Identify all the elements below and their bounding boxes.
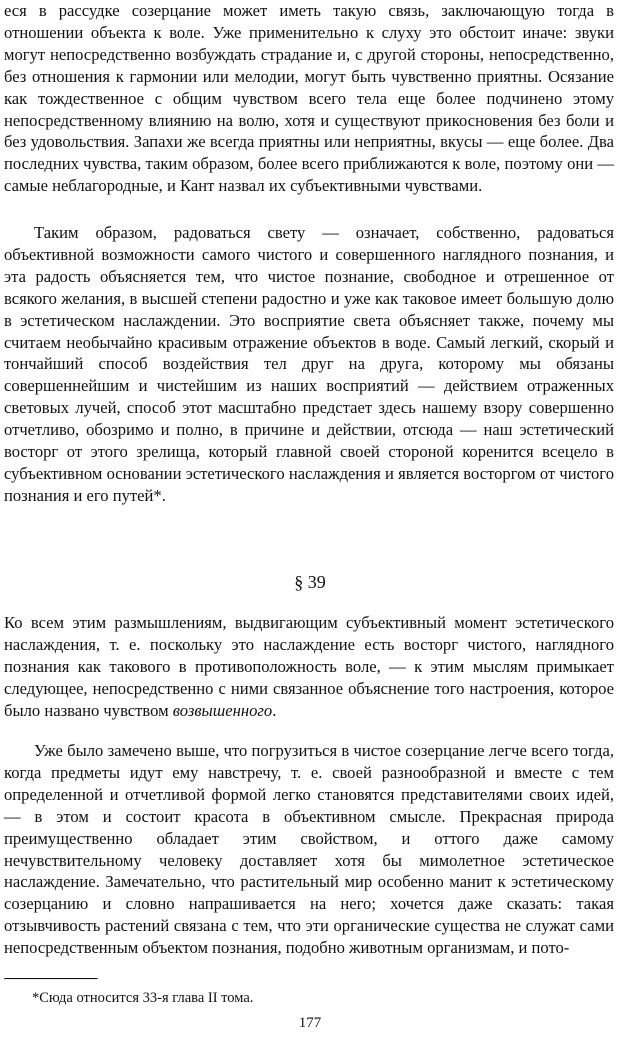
paragraph-1: еся в рассудке созерцание может иметь такую связь, заключающую тогда в отношении объекта к воле. Уже применительно к слуху это обстоит иначе: звуки могут непосредственно возбуждать страдание и, с другой стороны, непосредственно, без отношения к гармонии или мелодии, могут быть чувственно приятны. Осязание как тождественное с общим чувством всего тела еще более подчинено этому непосредственному влиянию на волю, хотя и существуют прикосновения без боли и без удовольствия. Запахи же всегда приятны или неприятны, вкусы — еще более. Два последних чувства, таким образом, более всего приближаются к воле, поэтому они — самые неблагородные, и Кант назвал их субъективными чувствами. — [4, 1, 614, 196]
page-number: 177 — [298, 1015, 322, 1031]
paragraph-3 — [4, 612, 614, 722]
section-heading: § 39 — [294, 572, 326, 592]
paragraph-2: Таким образом, радоваться свету — означает, собственно, радоваться объективной возможности самого чистого и совершенного наглядного познания, и эта радость объясняется тем, что чистое познание, свободное и отрешенное от всякого желания, в высшей степени радостно и уже как таковое имеет большую долю в эстетическом наслаждении. Это восприятие света объясняет также, почему мы считаем необычайно красивым отражение объектов в воде. Самый легкий, скорый и тончайший способ воздействия тел друг на друга, которому мы обязаны совершеннейшим и чистейшим из наших восприятий — действием отраженных световых лучей, способ этот масштабно предстает здесь нашему взору совершенно отчетливо, обозримо и полно, в причине и действии, отсюда — наш эстетический восторг от этого зрелища, который главной своей стороной коренится всецело в субъективном основании эстетического наслаждения и является восторгом от чистого познания и его путей*. — [4, 223, 614, 505]
emphasized-term: возвышенного — [172, 700, 273, 720]
footnote: *Сюда относится 33-я глава II тома. — [32, 990, 254, 1006]
paragraph-3-text: Ко всем этим размышлениям, выдвигающим субъективный момент эстетического наслаждения, т. е. поскольку это наслаждение есть восторг чистого, наглядного познания как такового в противоположность воле, — к этим мыслям примыкает следующее, непосредственно с ними связанное объяснение того настроения, которое было названо чувством — [4, 613, 614, 720]
paragraph-3-end: . — [272, 700, 277, 720]
footnote-divider — [4, 978, 98, 980]
paragraph-4: Уже было замечено выше, что погрузиться в чистое созерцание легче всего тогда, когда предметы идут ему навстречу, т. е. своей разнообразной и вместе с тем определенной и отчетливой формой легко становятся представителями своих идей, — в этом и состоит красота в объективном смысле. Прекрасная природа преимущественно обладает этим свойством, и оттого даже самому нечувствительному человеку доставляет хотя бы мимолетное эстетическое наслаждение. Замечательно, что растительный мир особенно манит к эстетическому созерцанию и словно напрашивается на него; хочется даже сказать: такая отзывчивость растений связана с тем, что эти органические существа не служат сами непосредственным объектом познания, подобно животным организмам, и пото- — [4, 741, 614, 958]
